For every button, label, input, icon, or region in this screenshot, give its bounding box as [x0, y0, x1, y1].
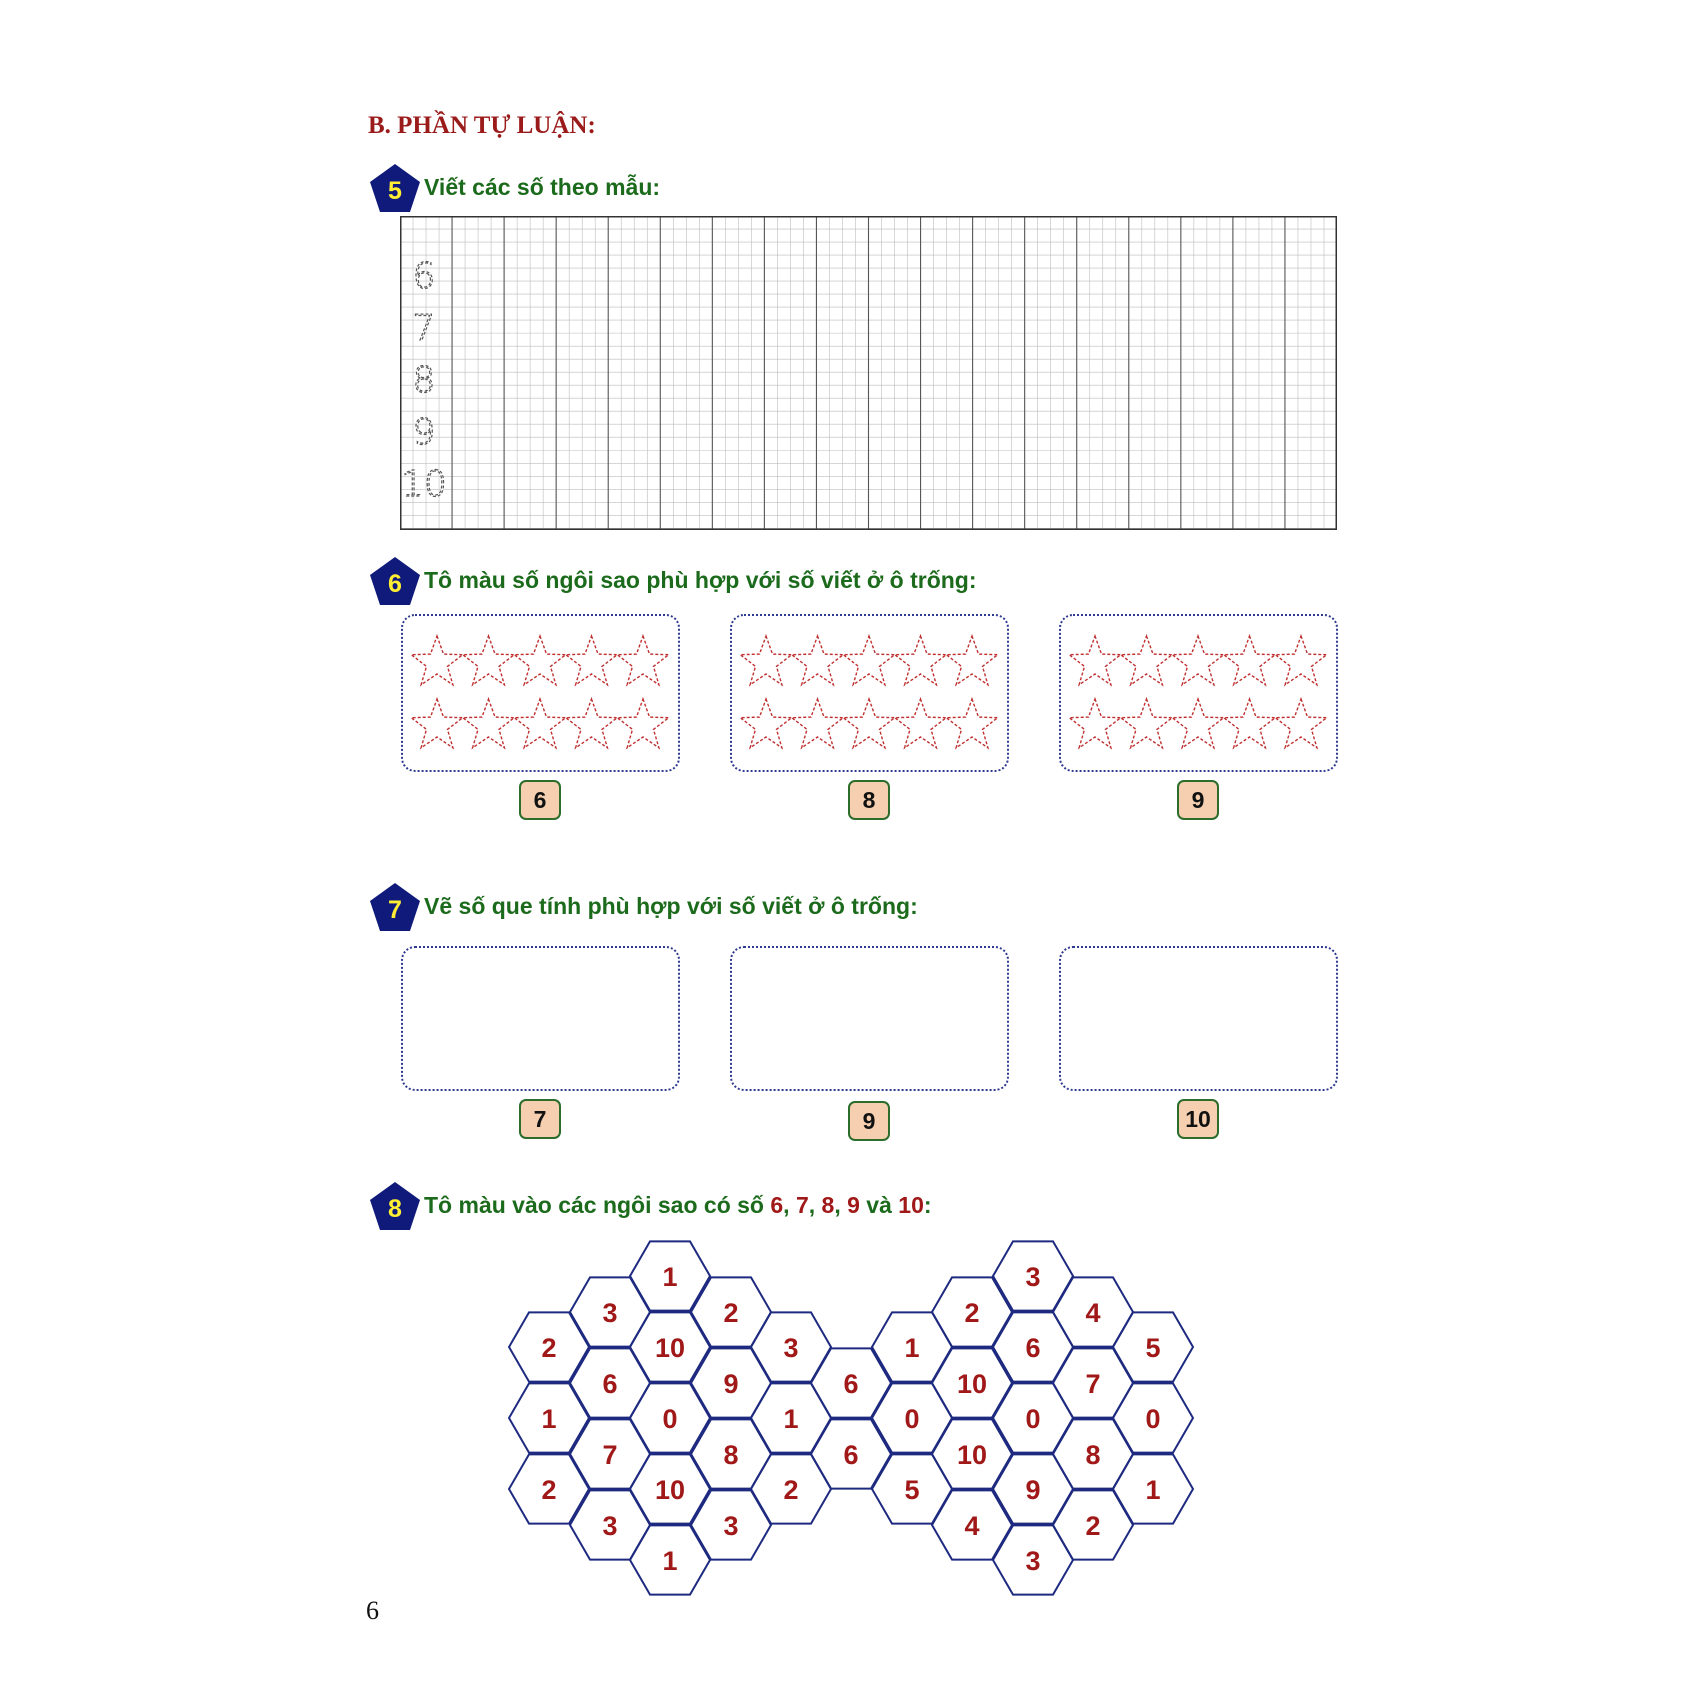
hex-number: 5	[1145, 1333, 1161, 1363]
hex-number: 5	[904, 1475, 920, 1505]
hex-number: 2	[541, 1333, 557, 1363]
hex-number: 1	[541, 1404, 557, 1434]
hex-number: 2	[964, 1298, 980, 1328]
hex-number: 7	[602, 1440, 618, 1470]
sample-digit: 10	[401, 464, 447, 505]
hex-number: 8	[1085, 1440, 1101, 1470]
exercise-instruction: Tô màu số ngôi sao phù hợp với số viết ở ô trống:	[424, 567, 977, 593]
hex-number: 1	[783, 1404, 799, 1434]
hex-number: 2	[541, 1475, 557, 1505]
hex-number: 1	[662, 1546, 678, 1576]
hex-number: 9	[723, 1369, 739, 1399]
number-box: 9	[848, 1101, 890, 1141]
exercise-instruction: Viết các số theo mẫu:	[424, 174, 661, 200]
number-box: 7	[519, 1099, 561, 1139]
hex-number: 6	[843, 1440, 859, 1470]
hex-number: 2	[1085, 1511, 1101, 1541]
hex-number: 0	[662, 1404, 678, 1434]
hex-number: 1	[1145, 1475, 1161, 1505]
exercise-instruction: Vẽ số que tính phù hợp với số viết ở ô trống:	[424, 893, 918, 919]
hex-number: 6	[602, 1369, 618, 1399]
number-box: 10	[1177, 1099, 1219, 1139]
hex-number: 3	[602, 1298, 618, 1328]
exercise-number: 6	[388, 570, 402, 598]
hex-number: 2	[723, 1298, 739, 1328]
hex-number: 3	[783, 1333, 799, 1363]
number-box: 8	[848, 780, 890, 820]
hex-number: 6	[843, 1369, 859, 1399]
section-title: B. PHẦN TỰ LUẬN:	[368, 112, 596, 139]
exercise-instruction: Tô màu vào các ngôi sao có số 6, 7, 8, 9 và 10:	[424, 1192, 932, 1218]
hex-number: 3	[602, 1511, 618, 1541]
sample-digit: 7	[412, 308, 436, 349]
hex-number: 0	[1025, 1404, 1041, 1434]
hex-number: 3	[1025, 1262, 1041, 1292]
page-number: 6	[366, 1596, 379, 1625]
hex-number: 1	[904, 1333, 920, 1363]
hex-number: 10	[654, 1333, 686, 1363]
hex-number: 0	[1145, 1404, 1161, 1434]
number-box: 6	[519, 780, 561, 820]
hex-number: 9	[1025, 1475, 1041, 1505]
hex-number: 1	[662, 1262, 678, 1292]
hex-number: 10	[654, 1475, 686, 1505]
exercise-number: 5	[388, 177, 402, 205]
hex-number: 2	[783, 1475, 799, 1505]
hex-number: 4	[1085, 1298, 1101, 1328]
hex-number: 10	[956, 1369, 988, 1399]
hex-number: 6	[1025, 1333, 1041, 1363]
sample-digit: 8	[412, 360, 436, 401]
hex-number: 7	[1085, 1369, 1101, 1399]
sample-digit: 6	[412, 256, 436, 297]
number-box: 9	[1177, 780, 1219, 820]
hex-number: 10	[956, 1440, 988, 1470]
exercise-number: 7	[388, 896, 402, 924]
sample-digit: 9	[412, 412, 436, 453]
exercise-number: 8	[388, 1195, 402, 1223]
hex-number: 8	[723, 1440, 739, 1470]
hex-number: 3	[1025, 1546, 1041, 1576]
hex-number: 3	[723, 1511, 739, 1541]
hex-number: 0	[904, 1404, 920, 1434]
hex-number: 4	[964, 1511, 980, 1541]
